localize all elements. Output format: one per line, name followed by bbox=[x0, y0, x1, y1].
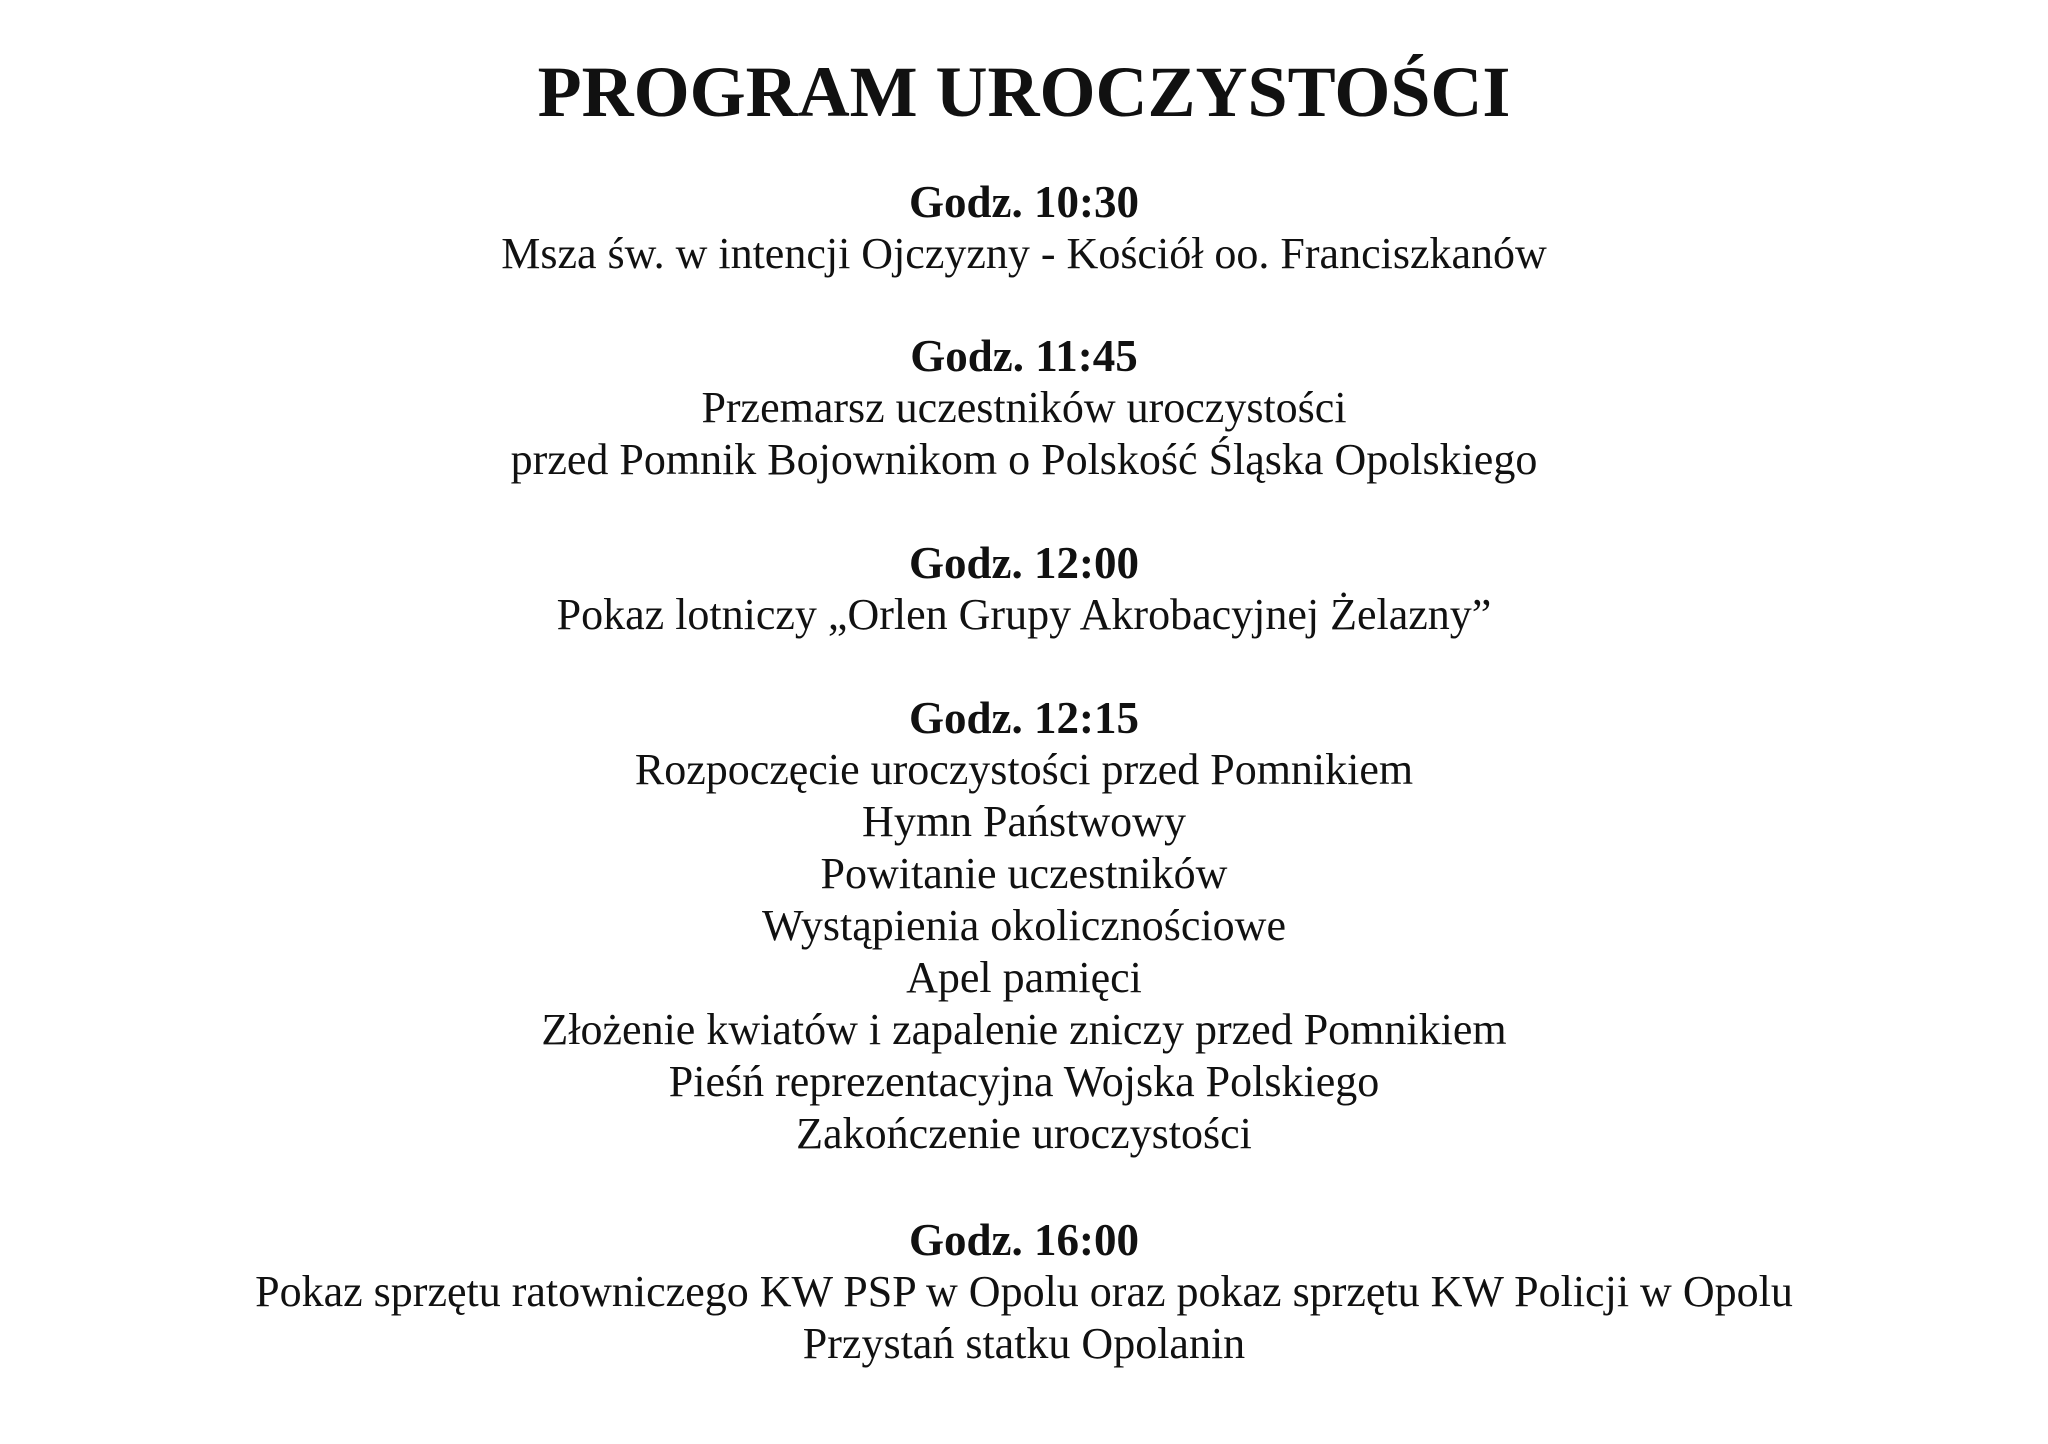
section-time: Godz. 10:30 bbox=[909, 177, 1139, 227]
schedule-section bbox=[0, 1214, 2048, 1370]
schedule-section bbox=[0, 537, 2048, 641]
section-line: Przystań statku Opolanin bbox=[802, 1319, 1246, 1368]
schedule-section bbox=[0, 692, 2048, 1160]
section-line: Pieśń reprezentacyjna Wojska Polskiego bbox=[668, 1057, 1380, 1106]
section-line: Powitanie uczestników bbox=[820, 849, 1228, 898]
section-line: przed Pomnik Bojownikom o Polskość Śląska Opolskiego bbox=[510, 435, 1538, 484]
section-time: Godz. 16:00 bbox=[909, 1215, 1139, 1265]
section-line: Zakończenie uroczystości bbox=[796, 1109, 1252, 1158]
section-line: Msza św. w intencji Ojczyzny - Kościół oo. Franciszkanów bbox=[501, 229, 1547, 278]
section-line: Rozpoczęcie uroczystości przed Pomnikiem bbox=[634, 745, 1414, 794]
section-time: Godz. 12:15 bbox=[909, 693, 1139, 743]
section-line: Apel pamięci bbox=[906, 953, 1142, 1002]
section-time: Godz. 11:45 bbox=[910, 331, 1138, 381]
section-line: Pokaz sprzętu ratowniczego KW PSP w Opolu oraz pokaz sprzętu KW Policji w Opolu bbox=[255, 1267, 1793, 1316]
schedule-section bbox=[0, 176, 2048, 280]
schedule-section bbox=[0, 330, 2048, 486]
section-line: Złożenie kwiatów i zapalenie zniczy przed Pomnikiem bbox=[541, 1005, 1507, 1054]
section-line: Wystąpienia okolicznościowe bbox=[762, 901, 1286, 950]
section-line: Hymn Państwowy bbox=[862, 797, 1186, 846]
section-line: Przemarsz uczestników uroczystości bbox=[701, 383, 1347, 432]
page-title: PROGRAM UROCZYSTOŚCI bbox=[537, 52, 1511, 132]
section-time: Godz. 12:00 bbox=[909, 538, 1139, 588]
section-line: Pokaz lotniczy „Orlen Grupy Akrobacyjnej Żelazny” bbox=[556, 590, 1492, 639]
